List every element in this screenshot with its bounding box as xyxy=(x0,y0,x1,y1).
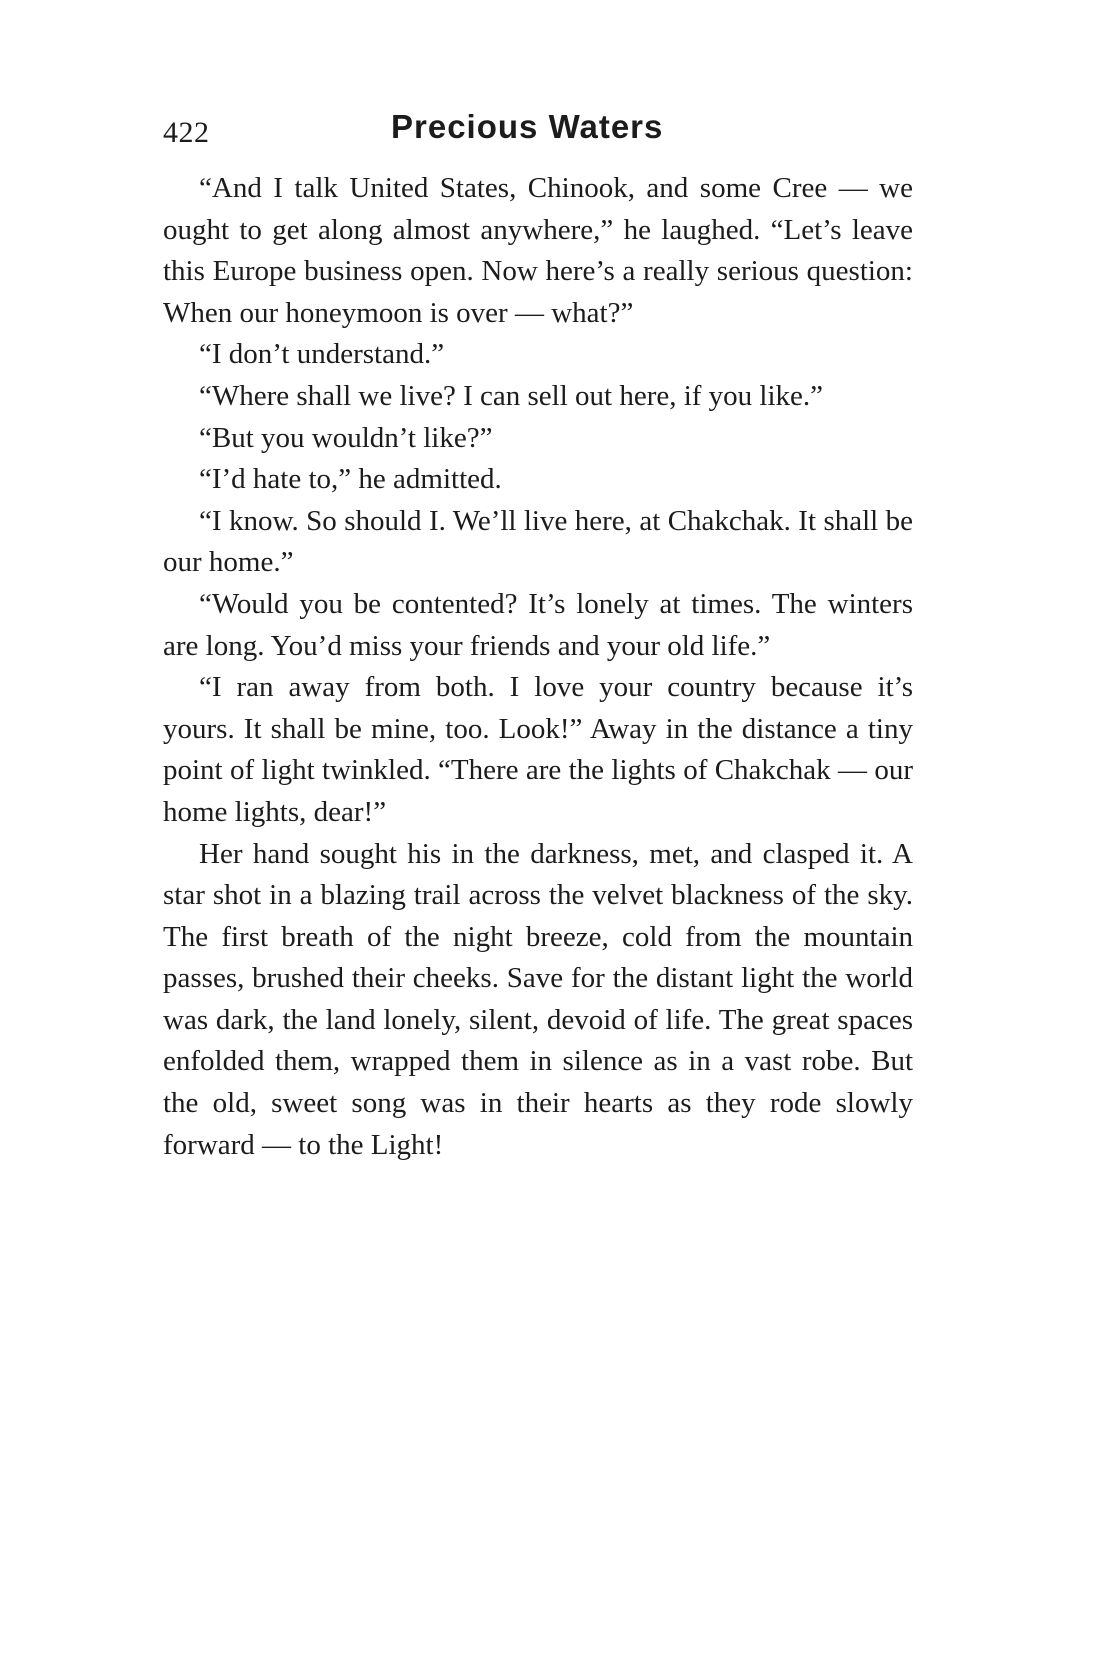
page-number: 422 xyxy=(163,116,210,149)
paragraph: “I know. So should I. We’ll live here, at Chakchak. It shall be our home.” xyxy=(163,504,913,579)
paragraph: “Would you be contented? It’s lonely at times. The winters are long. You’d miss your friends and your old life.” xyxy=(163,587,913,662)
paragraph: “And I talk United States, Chinook, and some Cree — we ought to get along almost anywhere,” he laughed. “Let’s leave this Europe business open. Now here’s a really serious question: When our honeymoon is over — what?” xyxy=(163,172,913,329)
paragraph: “But you wouldn’t like?” xyxy=(199,421,493,454)
paragraph: “Where shall we live? I can sell out here, if you like.” xyxy=(199,379,824,412)
page-header xyxy=(163,108,913,158)
paragraph: Her hand sought his in the darkness, met, and clasped it. A star shot in a blazing trail across the velvet blackness of the sky. The first breath of the night breeze, cold from the mountain passes, brushed their cheeks. Save for the distant light the world was dark, the land lonely, silent, devoid of life. The great spaces enfolded them, wrapped them in silence as in a vast robe. But the old, sweet song was in their hearts as they rode slowly forward — to the Light! xyxy=(163,837,913,1161)
running-title: Precious Waters xyxy=(391,108,664,145)
paragraph: “I ran away from both. I love your country because it’s yours. It shall be mine, too. Look!” Away in the distance a tiny point of light twinkled. “There are the lights of Chakchak — our home lights, dear!” xyxy=(163,671,913,828)
paragraph: “I’d hate to,” he admitted. xyxy=(199,463,502,496)
body-text xyxy=(163,168,913,1166)
paragraph: “I don’t understand.” xyxy=(199,338,445,371)
